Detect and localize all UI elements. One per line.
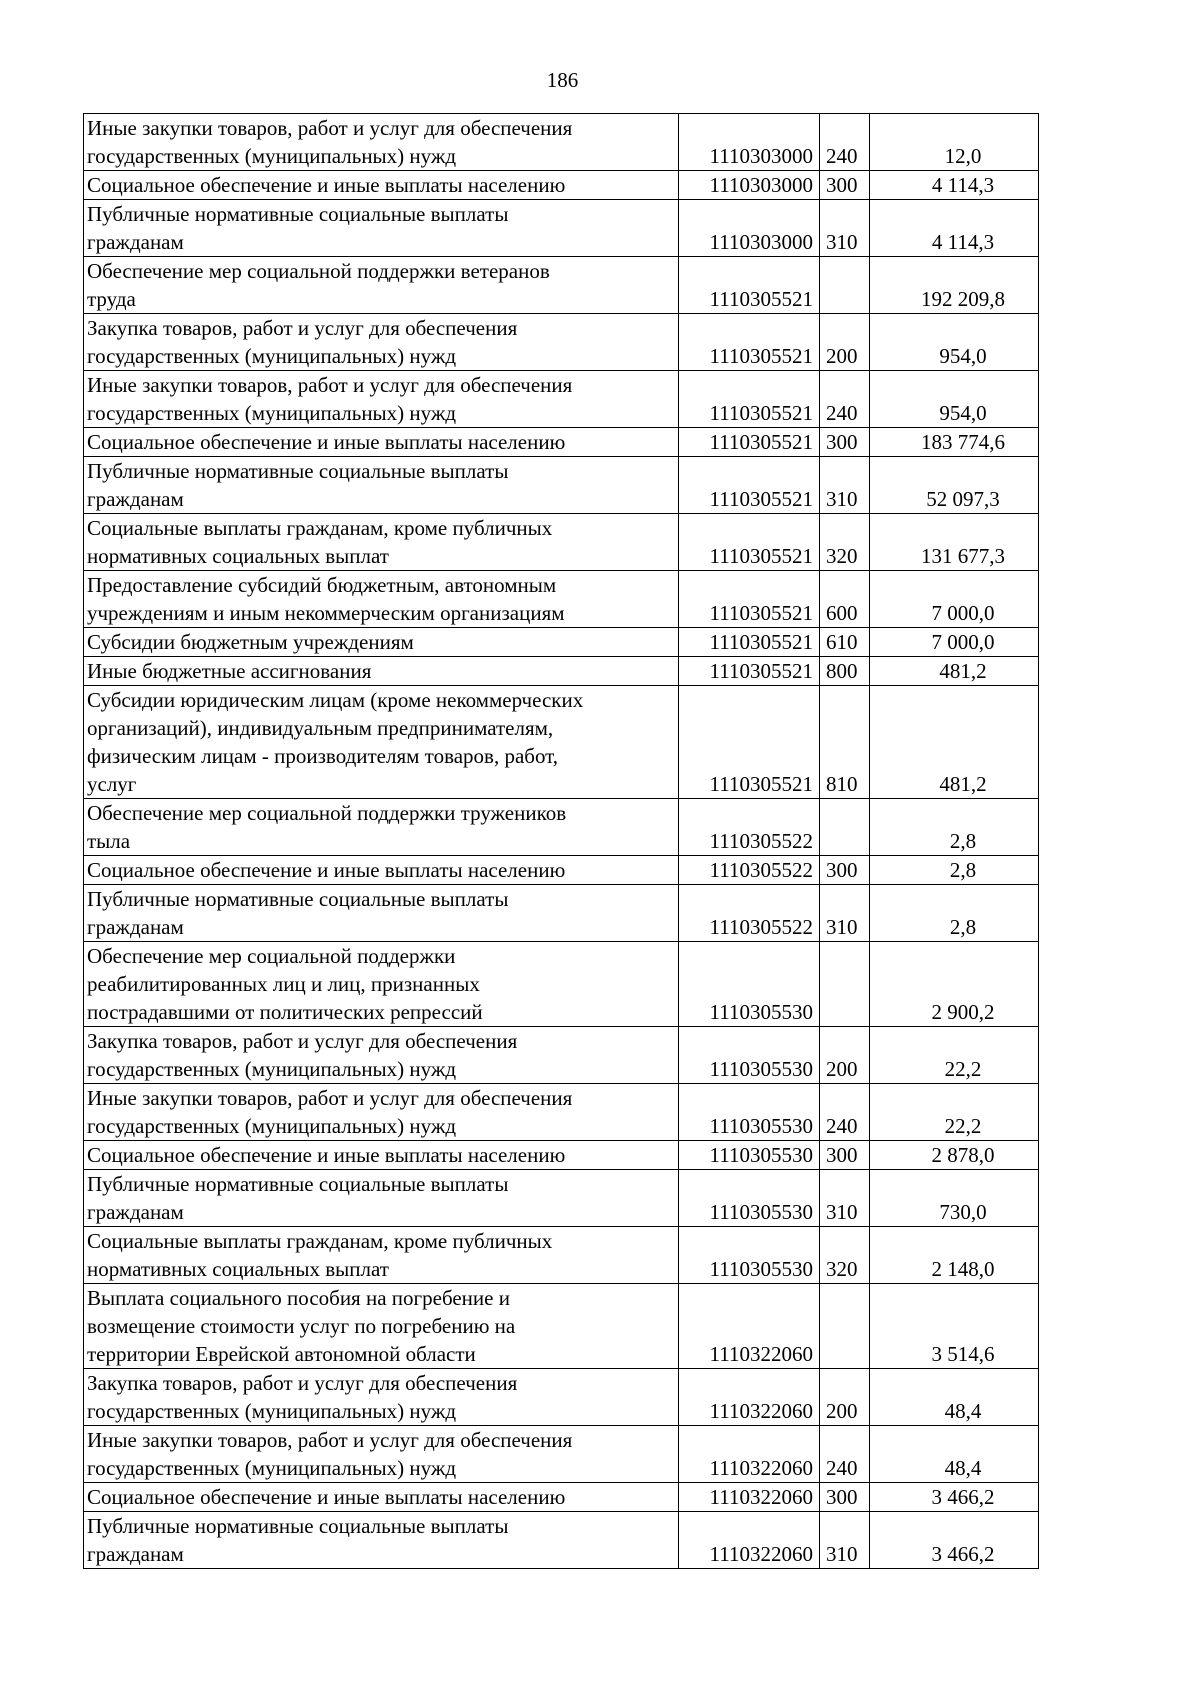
row-amount: 4 114,3	[870, 200, 1039, 257]
budget-table	[83, 113, 1039, 1569]
row-description: Социальное обеспечение и иные выплаты населению	[84, 1141, 679, 1170]
row-expense-type: 320	[820, 1227, 870, 1284]
row-description: Обеспечение мер социальной поддержки реабилитированных лиц и лиц, признанных пострадавшими от политических репрессий	[84, 942, 679, 1027]
row-description: Иные закупки товаров, работ и услуг для обеспечения государственных (муниципальных) нужд	[84, 371, 679, 428]
row-description: Выплата социального пособия на погребение и возмещение стоимости услуг по погребению на территории Еврейской автономной области	[84, 1284, 679, 1369]
row-amount: 3 466,2	[870, 1512, 1039, 1569]
table-row	[84, 1141, 1039, 1170]
table-row	[84, 856, 1039, 885]
row-description: Закупка товаров, работ и услуг для обеспечения государственных (муниципальных) нужд	[84, 1369, 679, 1426]
table-row	[84, 257, 1039, 314]
row-expense-type: 300	[820, 428, 870, 457]
row-target-code: 1110305522	[679, 885, 820, 942]
row-description: Социальное обеспечение и иные выплаты населению	[84, 171, 679, 200]
row-expense-type: 600	[820, 571, 870, 628]
row-description: Социальные выплаты гражданам, кроме публичных нормативных социальных выплат	[84, 514, 679, 571]
row-expense-type: 240	[820, 114, 870, 171]
table-row	[84, 1483, 1039, 1512]
row-description: Субсидии бюджетным учреждениям	[84, 628, 679, 657]
row-description: Закупка товаров, работ и услуг для обеспечения государственных (муниципальных) нужд	[84, 314, 679, 371]
row-amount: 7 000,0	[870, 628, 1039, 657]
row-amount: 22,2	[870, 1084, 1039, 1141]
row-target-code: 1110305530	[679, 1084, 820, 1141]
table-row	[84, 1426, 1039, 1483]
table-row	[84, 114, 1039, 171]
row-target-code: 1110305530	[679, 1227, 820, 1284]
row-target-code: 1110305521	[679, 428, 820, 457]
row-expense-type: 310	[820, 1170, 870, 1227]
row-target-code: 1110305522	[679, 856, 820, 885]
row-expense-type: 300	[820, 1141, 870, 1170]
page-number: 186	[546, 68, 579, 92]
row-amount: 131 677,3	[870, 514, 1039, 571]
row-amount: 2 878,0	[870, 1141, 1039, 1170]
row-amount: 52 097,3	[870, 457, 1039, 514]
row-target-code: 1110322060	[679, 1284, 820, 1369]
table-row	[84, 571, 1039, 628]
row-description: Публичные нормативные социальные выплаты гражданам	[84, 885, 679, 942]
row-amount: 48,4	[870, 1426, 1039, 1483]
table-row	[84, 457, 1039, 514]
row-expense-type: 310	[820, 1512, 870, 1569]
row-target-code: 1110305521	[679, 457, 820, 514]
row-target-code: 1110305521	[679, 628, 820, 657]
table-row	[84, 686, 1039, 799]
row-target-code: 1110305521	[679, 657, 820, 686]
row-expense-type: 610	[820, 628, 870, 657]
row-expense-type	[820, 942, 870, 1027]
row-amount: 7 000,0	[870, 571, 1039, 628]
row-amount: 48,4	[870, 1369, 1039, 1426]
row-description: Социальное обеспечение и иные выплаты населению	[84, 856, 679, 885]
row-expense-type	[820, 257, 870, 314]
row-target-code: 1110322060	[679, 1426, 820, 1483]
row-expense-type: 200	[820, 1027, 870, 1084]
table-row	[84, 1027, 1039, 1084]
row-expense-type: 810	[820, 686, 870, 799]
row-expense-type: 310	[820, 200, 870, 257]
row-target-code: 1110303000	[679, 114, 820, 171]
row-description: Социальные выплаты гражданам, кроме публичных нормативных социальных выплат	[84, 1227, 679, 1284]
row-target-code: 1110305521	[679, 257, 820, 314]
row-target-code: 1110303000	[679, 171, 820, 200]
row-amount: 481,2	[870, 657, 1039, 686]
row-target-code: 1110303000	[679, 200, 820, 257]
row-description: Иные закупки товаров, работ и услуг для обеспечения государственных (муниципальных) нужд	[84, 114, 679, 171]
row-expense-type	[820, 799, 870, 856]
row-amount: 183 774,6	[870, 428, 1039, 457]
table-row	[84, 1227, 1039, 1284]
row-description: Обеспечение мер социальной поддержки тружеников тыла	[84, 799, 679, 856]
table-row	[84, 885, 1039, 942]
row-description: Публичные нормативные социальные выплаты гражданам	[84, 1512, 679, 1569]
table-row	[84, 1084, 1039, 1141]
table-row	[84, 514, 1039, 571]
table-row	[84, 314, 1039, 371]
row-amount: 2 900,2	[870, 942, 1039, 1027]
table-row	[84, 628, 1039, 657]
row-amount: 730,0	[870, 1170, 1039, 1227]
table-row	[84, 1170, 1039, 1227]
row-target-code: 1110305521	[679, 314, 820, 371]
row-amount: 2,8	[870, 799, 1039, 856]
table-row	[84, 371, 1039, 428]
row-amount: 481,2	[870, 686, 1039, 799]
row-amount: 3 514,6	[870, 1284, 1039, 1369]
row-expense-type: 310	[820, 885, 870, 942]
row-target-code: 1110305530	[679, 1170, 820, 1227]
row-amount: 954,0	[870, 371, 1039, 428]
row-target-code: 1110322060	[679, 1369, 820, 1426]
row-description: Социальное обеспечение и иные выплаты населению	[84, 428, 679, 457]
table-row	[84, 1512, 1039, 1569]
table-row	[84, 799, 1039, 856]
row-amount: 954,0	[870, 314, 1039, 371]
row-expense-type: 320	[820, 514, 870, 571]
row-expense-type: 300	[820, 1483, 870, 1512]
table-row	[84, 171, 1039, 200]
row-description: Иные закупки товаров, работ и услуг для обеспечения государственных (муниципальных) нужд	[84, 1084, 679, 1141]
table-row	[84, 428, 1039, 457]
table-row	[84, 1284, 1039, 1369]
row-expense-type: 310	[820, 457, 870, 514]
row-description: Субсидии юридическим лицам (кроме некоммерческих организаций), индивидуальным предпринимателям, физическим лицам - производителям товаров, работ, услуг	[84, 686, 679, 799]
row-target-code: 1110305530	[679, 1027, 820, 1084]
row-target-code: 1110305522	[679, 799, 820, 856]
row-target-code: 1110305530	[679, 942, 820, 1027]
row-description: Публичные нормативные социальные выплаты гражданам	[84, 1170, 679, 1227]
row-description: Публичные нормативные социальные выплаты гражданам	[84, 200, 679, 257]
row-expense-type: 240	[820, 371, 870, 428]
row-amount: 12,0	[870, 114, 1039, 171]
row-expense-type: 240	[820, 1426, 870, 1483]
row-target-code: 1110305521	[679, 571, 820, 628]
row-target-code: 1110305521	[679, 371, 820, 428]
table-row	[84, 1369, 1039, 1426]
row-expense-type: 300	[820, 171, 870, 200]
row-target-code: 1110322060	[679, 1512, 820, 1569]
row-amount: 192 209,8	[870, 257, 1039, 314]
row-target-code: 1110305530	[679, 1141, 820, 1170]
row-target-code: 1110305521	[679, 686, 820, 799]
row-expense-type: 300	[820, 856, 870, 885]
row-expense-type: 800	[820, 657, 870, 686]
table-row	[84, 657, 1039, 686]
row-expense-type: 200	[820, 1369, 870, 1426]
row-amount: 2,8	[870, 885, 1039, 942]
row-expense-type	[820, 1284, 870, 1369]
row-expense-type: 200	[820, 314, 870, 371]
row-target-code: 1110322060	[679, 1483, 820, 1512]
row-amount: 2,8	[870, 856, 1039, 885]
table-row	[84, 942, 1039, 1027]
row-description: Публичные нормативные социальные выплаты гражданам	[84, 457, 679, 514]
row-amount: 22,2	[870, 1027, 1039, 1084]
row-description: Социальное обеспечение и иные выплаты населению	[84, 1483, 679, 1512]
row-description: Иные бюджетные ассигнования	[84, 657, 679, 686]
row-amount: 4 114,3	[870, 171, 1039, 200]
row-expense-type: 240	[820, 1084, 870, 1141]
row-description: Закупка товаров, работ и услуг для обеспечения государственных (муниципальных) нужд	[84, 1027, 679, 1084]
row-description: Предоставление субсидий бюджетным, автономным учреждениям и иным некоммерческим организациям	[84, 571, 679, 628]
row-description: Обеспечение мер социальной поддержки ветеранов труда	[84, 257, 679, 314]
row-amount: 2 148,0	[870, 1227, 1039, 1284]
table-row	[84, 200, 1039, 257]
row-description: Иные закупки товаров, работ и услуг для обеспечения государственных (муниципальных) нужд	[84, 1426, 679, 1483]
row-amount: 3 466,2	[870, 1483, 1039, 1512]
row-target-code: 1110305521	[679, 514, 820, 571]
